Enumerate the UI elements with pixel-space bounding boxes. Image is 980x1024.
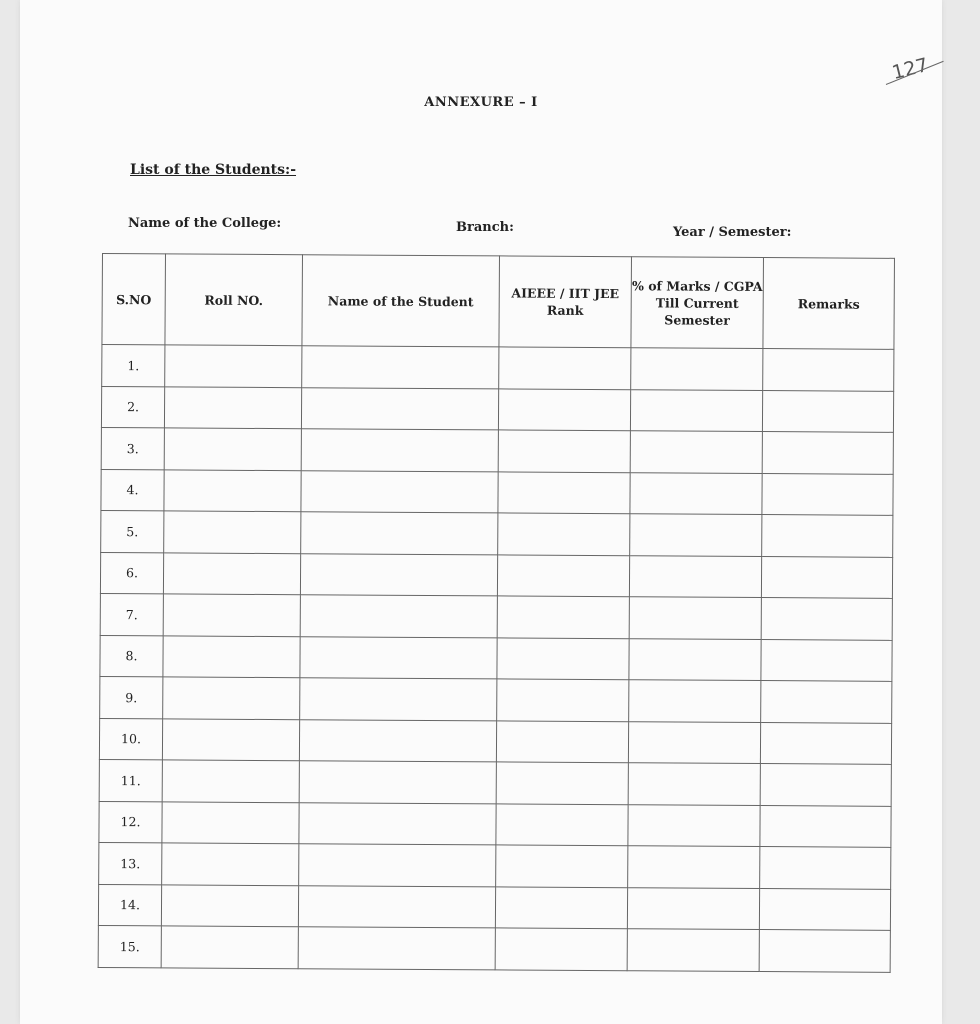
- cell-roll-no: [164, 386, 301, 428]
- cell-remarks: [762, 515, 893, 557]
- table-row: [101, 427, 893, 473]
- cell-student-name: [298, 885, 495, 928]
- cell-remarks: [762, 473, 893, 515]
- cell-remarks: [760, 722, 891, 764]
- header-sno: S.NO: [102, 254, 166, 345]
- handwritten-page-number: 127: [889, 53, 931, 85]
- cell-rank: [497, 596, 629, 638]
- table-row: [99, 718, 891, 764]
- cell-sno: 2.: [101, 386, 164, 428]
- list-heading: List of the Students:-: [130, 162, 297, 178]
- cell-rank: [498, 471, 630, 513]
- cell-marks-cgpa: [630, 431, 762, 473]
- cell-marks-cgpa: [629, 680, 761, 722]
- table-row: [100, 552, 892, 598]
- cell-roll-no: [164, 469, 301, 511]
- annexure-title: ANNEXURE – I: [424, 95, 538, 110]
- cell-sno: 8.: [100, 635, 163, 677]
- year-semester-label: Year / Semester:: [673, 225, 792, 240]
- cell-marks-cgpa: [628, 763, 760, 805]
- cell-roll-no: [163, 594, 300, 636]
- cell-student-name: [300, 678, 497, 721]
- cell-roll-no: [162, 801, 299, 843]
- table-header-row: [102, 254, 895, 350]
- table-row: [100, 593, 892, 639]
- cell-student-name: [301, 387, 498, 430]
- table-row: [101, 510, 893, 556]
- table-row: [99, 759, 891, 805]
- cell-marks-cgpa: [629, 555, 761, 597]
- cell-sno: 7.: [100, 593, 163, 635]
- cell-marks-cgpa: [630, 472, 762, 514]
- cell-sno: 14.: [98, 884, 161, 926]
- cell-marks-cgpa: [628, 721, 760, 763]
- students-table: [98, 253, 895, 972]
- table-row: [98, 925, 890, 971]
- cell-roll-no: [163, 677, 300, 719]
- cell-student-name: [299, 761, 496, 804]
- cell-sno: 11.: [99, 759, 162, 801]
- cell-rank: [498, 430, 630, 472]
- cell-student-name: [300, 595, 497, 638]
- students-table-wrapper: [98, 253, 895, 972]
- header-roll-no: Roll NO.: [165, 254, 303, 346]
- cell-rank: [495, 928, 627, 970]
- cell-roll-no: [163, 635, 300, 677]
- table-row: [101, 386, 893, 432]
- document-page: [20, 0, 942, 1024]
- cell-marks-cgpa: [628, 804, 760, 846]
- cell-remarks: [763, 349, 894, 391]
- cell-marks-cgpa: [631, 348, 763, 390]
- cell-sno: 1.: [102, 345, 165, 387]
- table-row: [100, 676, 892, 722]
- cell-rank: [497, 554, 629, 596]
- cell-roll-no: [162, 843, 299, 885]
- college-name-label: Name of the College:: [128, 216, 282, 231]
- cell-sno: 13.: [99, 842, 162, 884]
- branch-label: Branch:: [456, 220, 514, 235]
- cell-remarks: [761, 639, 892, 681]
- cell-rank: [499, 347, 631, 389]
- cell-remarks: [761, 598, 892, 640]
- cell-student-name: [300, 636, 497, 679]
- cell-rank: [495, 886, 627, 928]
- cell-rank: [496, 762, 628, 804]
- table-row: [99, 801, 891, 847]
- cell-rank: [496, 720, 628, 762]
- cell-remarks: [762, 432, 893, 474]
- cell-sno: 5.: [101, 510, 164, 552]
- cell-roll-no: [164, 511, 301, 553]
- cell-roll-no: [162, 718, 299, 760]
- table-row: [99, 842, 891, 888]
- cell-rank: [498, 388, 630, 430]
- cell-student-name: [301, 470, 498, 513]
- cell-marks-cgpa: [630, 389, 762, 431]
- cell-remarks: [762, 390, 893, 432]
- cell-marks-cgpa: [628, 846, 760, 888]
- cell-remarks: [759, 888, 890, 930]
- cell-roll-no: [161, 884, 298, 926]
- cell-student-name: [302, 346, 499, 389]
- cell-sno: 10.: [99, 718, 162, 760]
- header-marks-cgpa: % of Marks / CGPA Till Current Semester: [631, 257, 764, 349]
- cell-student-name: [298, 927, 495, 970]
- cell-student-name: [301, 429, 498, 472]
- cell-remarks: [761, 556, 892, 598]
- cell-marks-cgpa: [630, 514, 762, 556]
- cell-sno: 15.: [98, 925, 161, 967]
- cell-sno: 6.: [100, 552, 163, 594]
- cell-student-name: [300, 553, 497, 596]
- cell-student-name: [299, 844, 496, 887]
- cell-remarks: [761, 681, 892, 723]
- table-row: [98, 884, 890, 930]
- cell-roll-no: [161, 926, 298, 968]
- cell-rank: [498, 513, 630, 555]
- cell-remarks: [759, 930, 890, 972]
- cell-remarks: [760, 764, 891, 806]
- cell-sno: 9.: [100, 676, 163, 718]
- cell-remarks: [760, 847, 891, 889]
- cell-sno: 4.: [101, 469, 164, 511]
- cell-roll-no: [163, 552, 300, 594]
- cell-student-name: [299, 719, 496, 762]
- cell-rank: [497, 679, 629, 721]
- table-row: [102, 345, 894, 391]
- cell-student-name: [299, 802, 496, 845]
- cell-roll-no: [165, 345, 302, 387]
- cell-rank: [496, 803, 628, 845]
- header-rank: AIEEE / IIT JEE Rank: [499, 256, 632, 348]
- cell-roll-no: [164, 428, 301, 470]
- cell-roll-no: [162, 760, 299, 802]
- table-row: [101, 469, 893, 515]
- table-row: [100, 635, 892, 681]
- cell-marks-cgpa: [629, 597, 761, 639]
- cell-marks-cgpa: [627, 929, 759, 971]
- cell-sno: 3.: [101, 427, 164, 469]
- cell-marks-cgpa: [627, 887, 759, 929]
- header-student-name: Name of the Student: [302, 255, 500, 347]
- cell-sno: 12.: [99, 801, 162, 843]
- cell-rank: [496, 845, 628, 887]
- cell-rank: [497, 637, 629, 679]
- cell-remarks: [760, 805, 891, 847]
- cell-marks-cgpa: [629, 638, 761, 680]
- cell-student-name: [301, 512, 498, 555]
- header-remarks: Remarks: [763, 258, 895, 350]
